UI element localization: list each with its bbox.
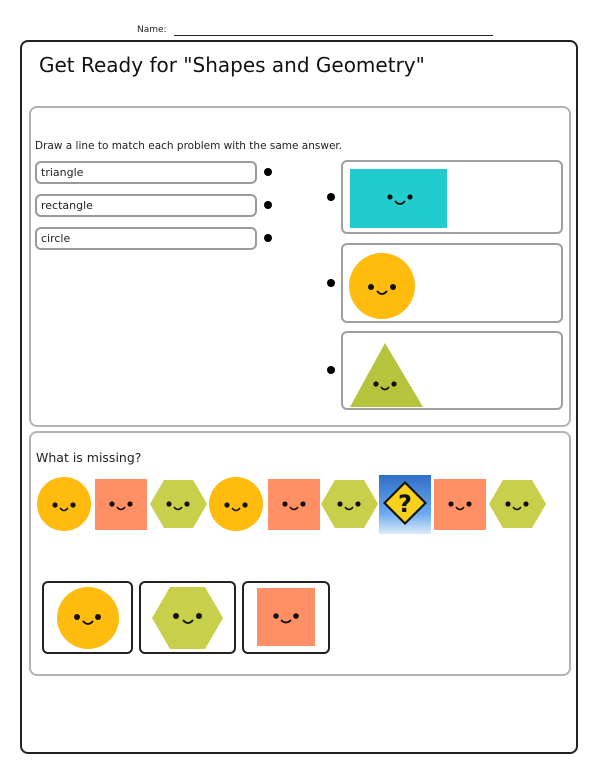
picture-box-circle xyxy=(341,243,563,323)
pattern-circle-icon xyxy=(37,477,93,533)
pattern-question: What is missing? xyxy=(36,450,142,465)
choice-hexagon-icon xyxy=(152,586,224,650)
triangle-shape-icon xyxy=(348,341,428,411)
question-sign-icon xyxy=(379,475,431,534)
picture-box-rectangle xyxy=(341,160,563,234)
picture-box-triangle xyxy=(341,331,563,410)
pattern-hexagon-icon xyxy=(150,479,208,529)
pattern-hexagon-icon xyxy=(489,479,547,529)
word-box-rectangle: rectangle xyxy=(35,194,257,217)
answer-choice-square[interactable] xyxy=(242,581,330,654)
pattern-square-icon xyxy=(95,479,148,531)
picture-match-dot[interactable] xyxy=(327,279,335,287)
matching-instruction: Draw a line to match each problem with the same answer. xyxy=(35,140,343,152)
name-label: Name: xyxy=(137,25,167,35)
pattern-square-icon xyxy=(268,479,321,531)
picture-match-dot[interactable] xyxy=(327,193,335,201)
pattern-circle-icon xyxy=(209,477,265,533)
question-mark: ? xyxy=(398,490,412,518)
page-title: Get Ready for "Shapes and Geometry" xyxy=(39,53,425,77)
word-match-dot[interactable] xyxy=(264,201,272,209)
choice-square-icon xyxy=(257,588,317,648)
answer-choice-circle[interactable] xyxy=(42,581,133,654)
picture-match-dot[interactable] xyxy=(327,366,335,374)
pattern-hexagon-icon xyxy=(321,479,379,529)
circle-shape-icon xyxy=(348,252,418,322)
answer-choice-hexagon[interactable] xyxy=(139,581,236,654)
choice-circle-icon xyxy=(56,586,120,650)
name-input-line[interactable] xyxy=(174,35,493,36)
rectangle-shape-icon xyxy=(350,169,450,231)
missing-shape-sign xyxy=(379,475,431,534)
word-box-circle: circle xyxy=(35,227,257,250)
word-match-dot[interactable] xyxy=(264,168,272,176)
word-match-dot[interactable] xyxy=(264,234,272,242)
word-box-triangle: triangle xyxy=(35,161,257,184)
pattern-square-icon xyxy=(434,479,487,531)
